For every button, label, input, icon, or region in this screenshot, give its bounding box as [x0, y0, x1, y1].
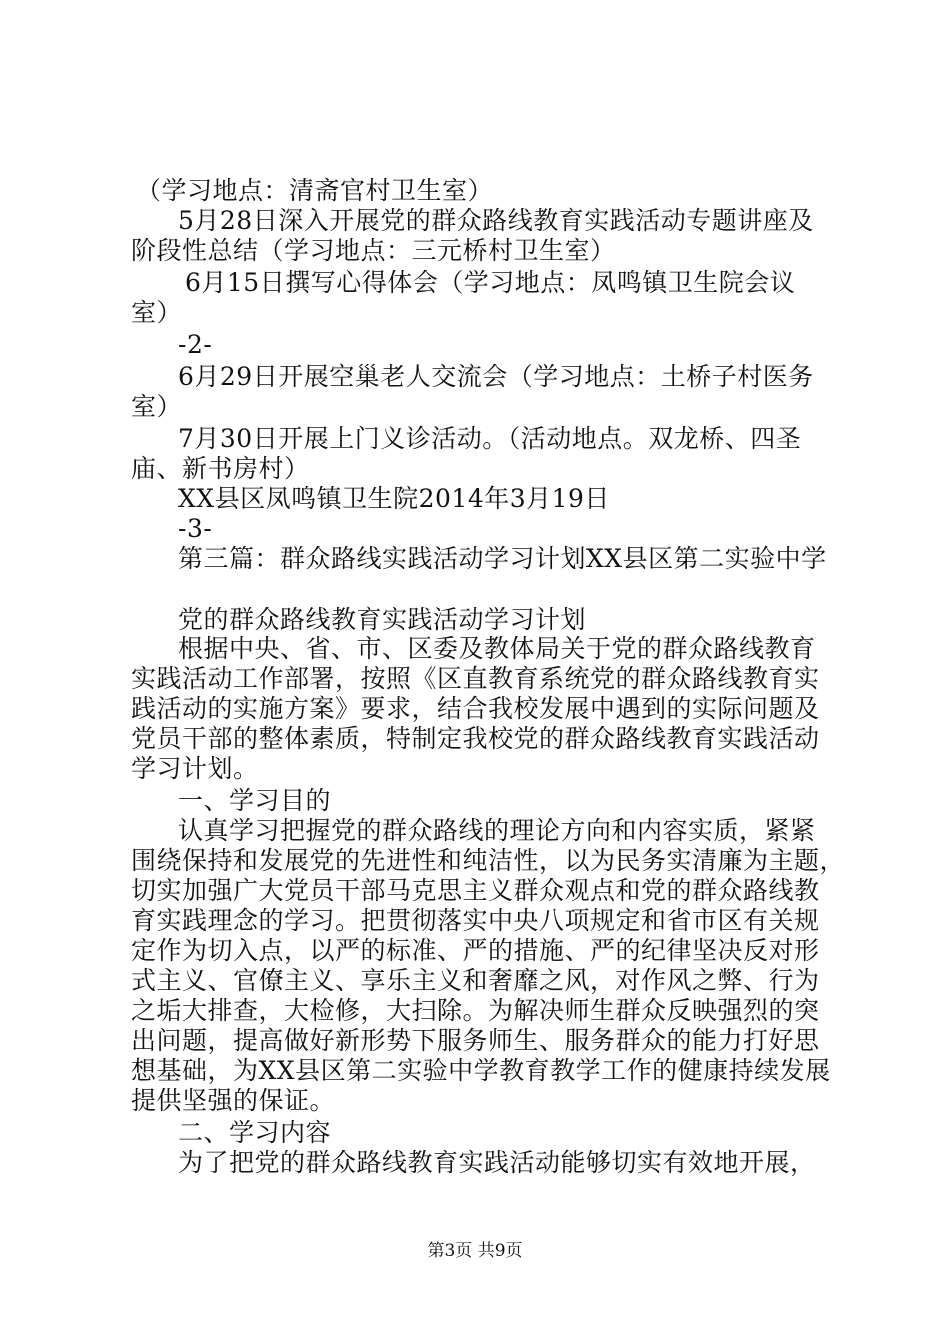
text-line: （学习地点：清斋官村卫生室） [136, 176, 494, 205]
text-line: 想基础，为XX县区第二实验中学教育教学工作的健康持续发展 [131, 1056, 831, 1085]
text-line: 践活动的实施方案》要求，结合我校发展中遇到的实际问题及 [131, 694, 820, 723]
text-line: 7月30日开展上门义诊活动。（活动地点。双龙桥、四圣 [178, 424, 802, 453]
text-line: 定作为切入点，以严的标准、严的措施、严的纪律坚决反对形 [131, 936, 820, 965]
text-line: 认真学习把握党的群众路线的理论方向和内容实质，紧紧 [178, 816, 816, 845]
text-line: 党员干部的整体素质，特制定我校党的群众路线教育实践活动 [131, 724, 820, 753]
page-marker: -2- [178, 330, 213, 359]
signature-line: XX县区凤鸣镇卫生院2014年3月19日 [178, 484, 610, 513]
text-line: 式主义、官僚主义、享乐主义和奢靡之风，对作风之弊、行为 [131, 966, 820, 995]
text-line: 6月15日撰写心得体会（学习地点：凤鸣镇卫生院会议 [185, 268, 796, 297]
text-line: 出问题，提高做好新形势下服务师生、服务群众的能力打好思 [131, 1026, 820, 1055]
text-line: 室） [131, 392, 183, 421]
text-line: 庙、新书房村） [131, 454, 310, 483]
page-footer: 第3页 共9页 [427, 1241, 523, 1261]
subsection-heading: 二、学习内容 [178, 1118, 332, 1147]
text-line: 学习计划。 [131, 754, 259, 783]
text-line: 根据中央、省、市、区委及教体局关于党的群众路线教育 [178, 634, 816, 663]
text-line: 6月29日开展空巢老人交流会（学习地点：土桥子村医务 [178, 362, 814, 391]
text-line: 实践活动工作部署，按照《区直教育系统党的群众路线教育实 [131, 664, 820, 693]
section-heading: 第三篇：群众路线实践活动学习计划XX县区第二实验中学 [178, 544, 827, 573]
text-line: 阶段性总结（学习地点：三元桥村卫生室） [131, 236, 616, 265]
text-line: 围绕保持和发展党的先进性和纯洁性，以为民务实清廉为主题， [131, 846, 846, 875]
text-line: 切实加强广大党员干部马克思主义群众观点和党的群众路线教 [131, 876, 820, 905]
text-line: 提供坚强的保证。 [131, 1086, 336, 1115]
text-line: 之垢大排查，大检修，大扫除。为解决师生群众反映强烈的突 [131, 996, 820, 1025]
subsection-heading: 一、学习目的 [178, 786, 332, 815]
document-title: 党的群众路线教育实践活动学习计划 [178, 605, 587, 634]
text-line: 为了把党的群众路线教育实践活动能够切实有效地开展， [178, 1148, 816, 1177]
text-line: 室） [131, 298, 183, 327]
text-line: 5月28日深入开展党的群众路线教育实践活动专题讲座及 [178, 206, 814, 235]
text-line: 育实践理念的学习。把贯彻落实中央八项规定和省市区有关规 [131, 906, 820, 935]
page-marker: -3- [178, 514, 213, 543]
